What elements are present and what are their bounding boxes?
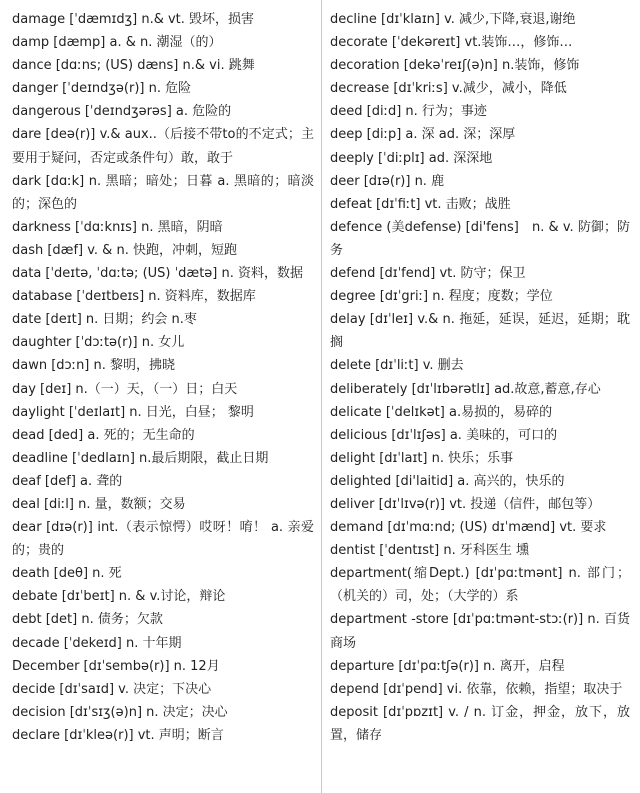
vocab-entry-dear: dear [dɪə(r)] int.（表示惊愕）哎呀！唷！ a. 亲爱的；贵的 [12, 520, 314, 559]
vocab-entry-deed: deed [diːd] n. 行为；事迹 [330, 104, 487, 120]
vocab-entry-decrease: decrease [dɪˈkriːs] v.减少，减小，降低 [330, 81, 567, 97]
vocab-entry-depend: depend [dɪˈpend] vi. 依靠，依赖，指望；取决于 [330, 681, 623, 697]
vocab-entry-deposit: deposit [dɪˈpɒzɪt] v. / n. 订金，押金，放下，放置，储存 [330, 704, 630, 743]
vocab-entry-date: date [deɪt] n. 日期；约会 n.枣 [12, 312, 197, 328]
vocab-entry-delicate: delicate [ˈdelɪkət] a.易损的，易碎的 [330, 404, 553, 420]
vocab-entry-delicious: delicious [dɪˈlɪʃəs] a. 美味的，可口的 [330, 427, 558, 443]
vocab-entry-debt: debt [det] n. 债务；欠款 [12, 612, 163, 628]
vocab-entry-defeat: defeat [dɪˈfiːt] vt. 击败；战胜 [330, 196, 511, 212]
vocab-entry-dead: dead [ded] a. 死的；无生命的 [12, 427, 195, 443]
vocab-entry-deeply: deeply [ˈdiːplɪ] ad. 深深地 [330, 150, 493, 166]
vocab-entry-delight: delight [dɪˈlaɪt] n. 快乐；乐事 [330, 450, 514, 466]
vocab-entry-degree: degree [dɪˈgriː] n. 程度；度数；学位 [330, 289, 553, 305]
vocab-entry-decorate: decorate [ˈdekəreɪt] vt.装饰…，修饰… [330, 35, 573, 51]
vocab-entry-department: department(缩Dept.) [dɪˈpɑːtmənt] n. 部门；（机关的）司，处；（大学的）系 [330, 566, 630, 605]
vocab-entry-deadline: deadline [ˈdedlaɪn] n.最后期限，截止日期 [12, 450, 269, 466]
vocab-entry-department-store: department -store [dɪˈpɑːtmənt-stɔː(r)] n. 百货商场 [330, 612, 630, 651]
vocab-entry-departure: departure [dɪˈpɑːtʃə(r)] n. 离开，启程 [330, 658, 565, 674]
vocab-entry-delay: delay [dɪˈleɪ] v.& n. 拖延，延误，延迟，延期；耽搁 [330, 312, 630, 351]
vocab-entry-deaf: deaf [def] a. 聋的 [12, 473, 123, 489]
vocab-entry-dare: dare [deə(r)] v.& aux..（后接不带to的不定式；主要用于疑问，否定或条件句）敢，敢于 [12, 127, 314, 166]
vocab-entry-darkness: darkness [ˈdɑːknɪs] n. 黑暗，阴暗 [12, 219, 223, 235]
right-column [330, 8, 630, 747]
vocab-entry-declare: declare [dɪˈkleə(r)] vt. 声明；断言 [12, 727, 224, 743]
vocab-entry-delighted: delighted [di'laitid] a. 高兴的，快乐的 [330, 473, 565, 489]
vocab-entry-deliberately: deliberately [dɪˈlɪbərətlɪ] ad.故意,蓄意,存心 [330, 381, 601, 397]
vocab-entry-delete: delete [dɪˈliːt] v. 删去 [330, 358, 464, 374]
vocab-entry-dash: dash [dæf] v. & n. 快跑，冲刺，短跑 [12, 242, 237, 258]
vocab-entry-daughter: daughter [ˈdɔːtə(r)] n. 女儿 [12, 335, 185, 351]
vocab-entry-defence: defence (美defense) [di'fens] n. & v. 防御；防务 [330, 219, 630, 258]
vocab-entry-deer: deer [dɪə(r)] n. 鹿 [330, 173, 445, 189]
vocab-entry-decision: decision [dɪˈsɪʒ(ə)n] n. 决定；决心 [12, 704, 228, 720]
vocab-entry-dawn: dawn [dɔːn] n. 黎明，拂晓 [12, 358, 176, 374]
vocab-entry-dance: dance [dɑːns; (US) dæns] n.& vi. 跳舞 [12, 58, 255, 74]
vocab-entry-deal: deal [diːl] n. 量，数额；交易 [12, 496, 186, 512]
vocab-entry-dentist: dentist [ˈdentɪst] n. 牙科医生 壎 [330, 543, 529, 559]
vocab-entry-decide: decide [dɪˈsaɪd] v. 决定；下决心 [12, 681, 212, 697]
vocab-entry-deliver: deliver [dɪˈlɪvə(r)] vt. 投递（信件，邮包等） [330, 496, 601, 512]
vocab-entry-data: data [ˈdeɪtə, ˈdɑːtə; (US) ˈdætə] n. 资料，数据 [12, 266, 304, 282]
vocab-entry-death: death [deθ] n. 死 [12, 566, 122, 582]
vocab-entry-database: database [ˈdeɪtbeɪs] n. 资料库，数据库 [12, 289, 256, 305]
vocab-entry-day: day [deɪ] n.（一）天，（一）日；白天 [12, 381, 238, 397]
vocab-entry-defend: defend [dɪˈfend] vt. 防守；保卫 [330, 266, 526, 282]
vocab-entry-damp: damp [dæmp] a. & n. 潮湿（的） [12, 35, 222, 51]
left-column [12, 8, 314, 747]
vocab-entry-danger: danger [ˈdeɪndʒə(r)] n. 危险 [12, 81, 192, 97]
vocab-entry-debate: debate [dɪˈbeɪt] n. & v.讨论，辩论 [12, 589, 226, 605]
vocab-entry-dangerous: dangerous [ˈdeɪndʒərəs] a. 危险的 [12, 104, 232, 120]
vocab-entry-daylight: daylight [ˈdeɪlaɪt] n. 日光，白昼； 黎明 [12, 404, 254, 420]
vocab-entry-decoration: decoration [dekəˈreɪʃ(ə)n] n.装饰，修饰 [330, 58, 580, 74]
vocab-entry-decade: decade [ˈdekeɪd] n. 十年期 [12, 635, 182, 651]
vocab-entry-deep: deep [diːp] a. 深 ad. 深；深厚 [330, 127, 516, 143]
column-divider [321, 0, 322, 793]
vocab-entry-demand: demand [dɪˈmɑːnd; (US) dɪˈmænd] vt. 要求 [330, 520, 607, 536]
vocab-entry-damage: damage [ˈdæmɪdʒ] n.& vt. 毁坏，损害 [12, 12, 255, 27]
vocab-entry-dark: dark [dɑːk] n. 黑暗；暗处；日暮 a. 黑暗的；暗淡的；深色的 [12, 173, 314, 212]
vocab-entry-december: December [dɪˈsembə(r)] n. 12月 [12, 658, 220, 674]
vocab-entry-decline: decline [dɪˈklaɪn] v. 减少,下降,衰退,谢绝 [330, 12, 576, 27]
